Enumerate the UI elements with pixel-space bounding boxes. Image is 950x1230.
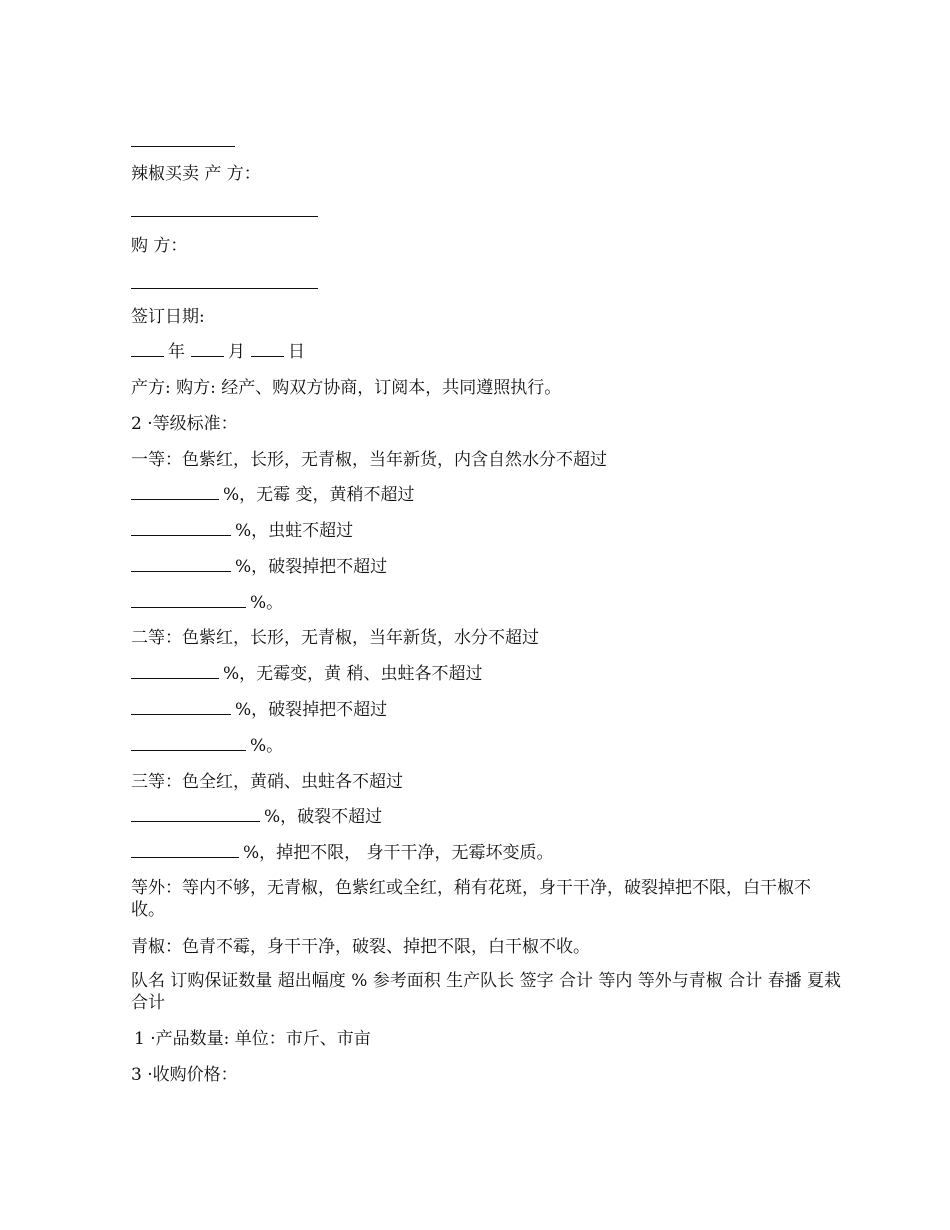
day-blank <box>251 340 284 357</box>
grade1-line3-text: %，虫蛀不超过 <box>235 521 354 541</box>
grade1-yellow-blank <box>131 519 231 536</box>
section1-quantity: 1 ·产品数量: 单位：市斤、市亩 <box>134 1029 371 1049</box>
grade2-moisture-blank <box>131 662 219 679</box>
grade2-line4 <box>131 734 283 758</box>
seller-label: 辣椒买卖 产 方： <box>131 164 261 184</box>
year-blank <box>131 340 164 357</box>
intro-paragraph: 产方: 购方: 经产、购双方协商，订阅本，共同遵照执行。 <box>131 378 562 398</box>
section2-title: 2 ·等级标准： <box>131 414 238 434</box>
buyer-signature-blank <box>131 288 318 289</box>
grade3-broken-blank <box>131 841 239 858</box>
section3-price: 3 ·收购价格： <box>131 1065 238 1085</box>
grade3-line3-text: %，掉把不限， 身干干净，无霉坏变质。 <box>243 843 554 863</box>
year-label: 年 <box>168 342 185 362</box>
grade1-moisture-blank <box>131 483 219 500</box>
grade1-line2 <box>131 483 415 507</box>
grade1-line1: 一等：色紫红，长形，无青椒，当年新货，内含自然水分不超过 <box>131 450 607 470</box>
month-label: 月 <box>228 342 245 362</box>
buyer-label: 购 方： <box>131 236 188 256</box>
grade1-line2-text: %，无霉 变，黄稍不超过 <box>223 485 415 505</box>
table-header-row: 队名 订购保证数量 超出幅度 % 参考面积 生产队长 签字 合计 等内 等外与青椒 合计 春播 夏栽 合计 <box>131 971 841 1013</box>
signature-blank-top <box>131 146 235 147</box>
grade2-line3-text: %，破裂掉把不超过 <box>235 700 388 720</box>
grade1-line4 <box>131 555 387 579</box>
grade2-line3 <box>131 698 387 722</box>
grade1-line5 <box>131 591 283 615</box>
green-pepper-paragraph: 青椒：色青不霉，身干干净，破裂、掉把不限，白干椒不收。 <box>131 937 590 957</box>
month-blank <box>191 340 224 357</box>
grade3-line2-text: %，破裂不超过 <box>264 807 383 827</box>
grade1-broken-blank <box>131 591 246 608</box>
day-label: 日 <box>288 342 305 362</box>
sign-date-fields <box>131 340 305 364</box>
grade2-broken-blank <box>131 734 246 751</box>
grade2-line2-text: %，无霉变，黄 稍、虫蛀各不超过 <box>223 664 483 684</box>
grade2-line2 <box>131 662 483 686</box>
sign-date-label: 签订日期: <box>131 307 205 327</box>
grade2-line4-text: %。 <box>250 736 284 756</box>
grade2-yellow-blank <box>131 698 231 715</box>
grade1-insect-blank <box>131 555 231 572</box>
grade1-line4-text: %，破裂掉把不超过 <box>235 557 388 577</box>
grade3-line2 <box>131 805 382 829</box>
grade1-line3 <box>131 519 353 543</box>
outside-grade-paragraph: 等外：等内不够，无青椒，色紫红或全红，稍有花斑，身干干净，破裂掉把不限，白干椒不收。 <box>131 878 811 920</box>
grade3-line1: 三等：色全红，黄硝、虫蛀各不超过 <box>131 772 403 792</box>
grade3-line3 <box>131 841 554 865</box>
grade3-yellow-blank <box>131 805 260 822</box>
seller-signature-blank <box>131 216 318 217</box>
grade1-line5-text: %。 <box>250 593 284 613</box>
grade2-line1: 二等：色紫红，长形，无青椒，当年新货，水分不超过 <box>131 628 539 648</box>
